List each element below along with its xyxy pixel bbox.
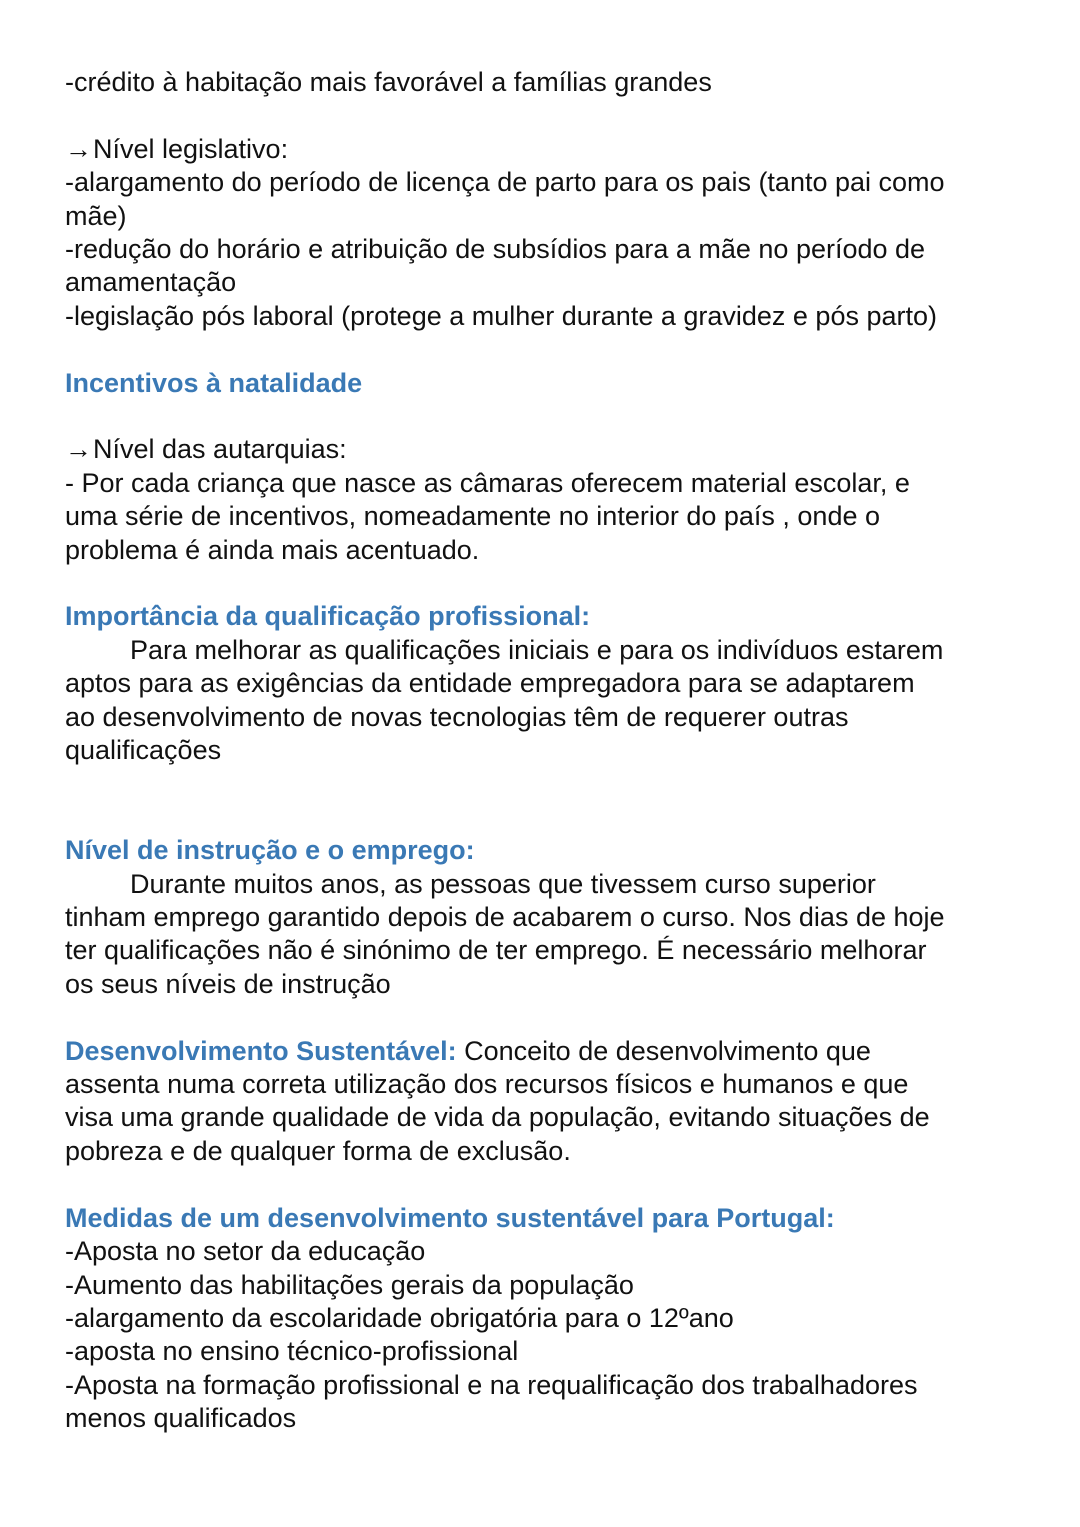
education-line: Durante muitos anos, as pessoas que tivessem curso superior	[130, 868, 876, 899]
spacer	[65, 1168, 1025, 1201]
measures-line: -Aumento das habilitações gerais da população	[65, 1269, 634, 1300]
spacer	[65, 333, 1025, 366]
sustainable-line: visa uma grande qualidade de vida da população, evitando situações de	[65, 1102, 930, 1133]
qualification-line: qualificações	[65, 735, 222, 766]
sustainable-first-line	[65, 1035, 1025, 1068]
sustainable-line: pobreza e de qualquer forma de exclusão.	[65, 1135, 571, 1166]
spacer	[65, 1001, 1025, 1034]
education-heading: Nível de instrução e o emprego:	[65, 835, 475, 866]
spacer	[65, 99, 1025, 132]
measures-line: menos qualificados	[65, 1403, 297, 1434]
incentives-line: - Por cada criança que nasce as câmaras oferecem material escolar, e	[65, 467, 910, 498]
legislative-line: amamentação	[65, 267, 237, 298]
sustainable-first-text: Conceito de desenvolvimento que	[456, 1035, 871, 1066]
measures-line: -Aposta na formação profissional e na requalificação dos trabalhadores	[65, 1369, 918, 1400]
incentives-subtitle	[65, 433, 1025, 466]
legislative-line: mãe)	[65, 200, 127, 231]
spacer	[65, 400, 1025, 433]
incentives-line: problema é ainda mais acentuado.	[65, 534, 480, 565]
legislative-line: -redução do horário e atribuição de subsídios para a mãe no período de	[65, 234, 926, 265]
legislative-title-text: Nível legislativo:	[93, 133, 289, 164]
measures-line: -aposta no ensino técnico-profissional	[65, 1336, 519, 1367]
spacer	[65, 567, 1025, 600]
qualification-line: aptos para as exigências da entidade empregadora para se adaptarem	[65, 668, 915, 699]
measures-line: -Aposta no setor da educação	[65, 1236, 426, 1267]
incentives-line: uma série de incentivos, nomeadamente no interior do país , onde o	[65, 501, 880, 532]
sustainable-line: assenta numa correta utilização dos recursos físicos e humanos e que	[65, 1069, 909, 1100]
measures-heading: Medidas de um desenvolvimento sustentável para Portugal:	[65, 1202, 835, 1233]
arrow-right-icon: →	[65, 133, 92, 164]
spacer	[65, 801, 1025, 834]
legislative-line: -alargamento do período de licença de parto para os pais (tanto pai como	[65, 167, 945, 198]
qualification-line: ao desenvolvimento de novas tecnologias têm de requerer outras	[65, 701, 849, 732]
qualification-line: Para melhorar as qualificações iniciais e para os indivíduos estarem	[130, 634, 944, 665]
legislative-line: -legislação pós laboral (protege a mulher durante a gravidez e pós parto)	[65, 300, 938, 331]
incentives-heading: Incentivos à natalidade	[65, 367, 363, 398]
education-line: ter qualificações não é sinónimo de ter emprego. É necessário melhorar	[65, 935, 927, 966]
spacer	[65, 767, 1025, 800]
arrow-right-icon: →	[65, 434, 92, 465]
legislative-title	[65, 133, 1025, 166]
sustainable-heading: Desenvolvimento Sustentável:	[65, 1035, 457, 1066]
housing-credit-line: -crédito à habitação mais favorável a famílias grandes	[65, 67, 712, 97]
measures-line: -alargamento da escolaridade obrigatória para o 12ºano	[65, 1302, 734, 1333]
document-page	[65, 66, 1025, 1436]
incentives-subtitle-text: Nível das autarquias:	[93, 434, 347, 465]
education-line: tinham emprego garantido depois de acabarem o curso. Nos dias de hoje	[65, 902, 945, 933]
education-line: os seus níveis de instrução	[65, 968, 391, 999]
qualification-heading: Importância da qualificação profissional:	[65, 601, 591, 632]
